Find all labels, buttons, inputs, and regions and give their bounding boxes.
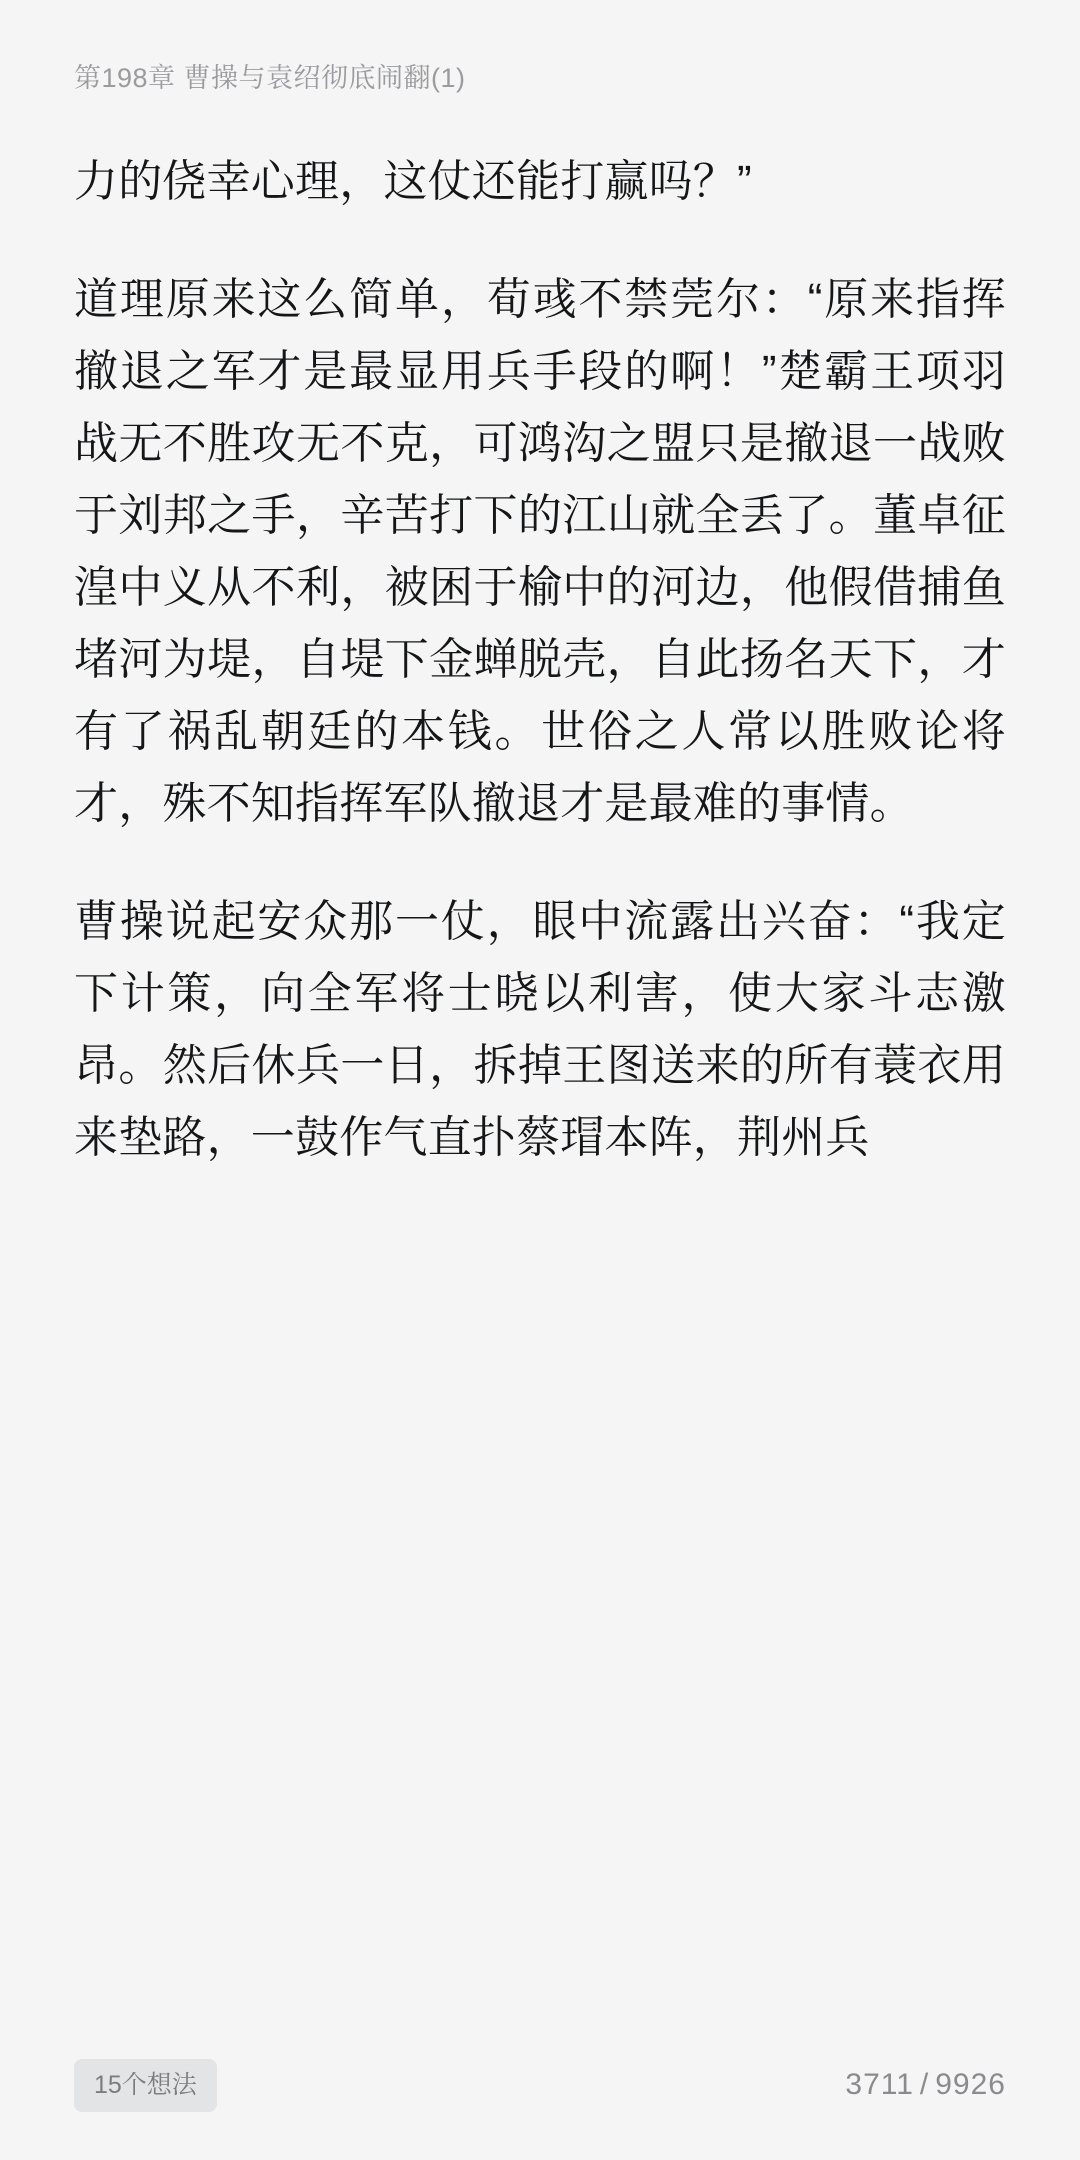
progress-current: 3711 bbox=[845, 2068, 914, 2101]
progress-total: 9926 bbox=[935, 2068, 1006, 2101]
reader-footer bbox=[0, 2010, 1080, 2160]
progress-separator: / bbox=[919, 2068, 930, 2101]
paragraph: 力的侥幸心理，这仗还能打赢吗？” bbox=[74, 157, 752, 207]
chapter-title: 第198章 曹操与袁绍彻底闹翻(1) bbox=[74, 63, 466, 93]
reader-content[interactable] bbox=[0, 94, 1080, 2160]
reading-progress bbox=[845, 2068, 1006, 2102]
paragraph: 曹操说起安众那一仗，眼中流露出兴奋：“我定下计策，向全军将士晓以利害，使大家斗志激昂。然后休兵一日，拆掉王图送来的所有蓑衣用来垫路，一鼓作气直扑蔡瑁本阵，荆州兵 bbox=[74, 897, 1006, 1163]
thoughts-count-badge[interactable]: 15个想法 bbox=[74, 2059, 217, 2112]
paragraph: 道理原来这么简单，荀彧不禁莞尔：“原来指挥撤退之军才是最显用兵手段的啊！”楚霸王项羽战无不胜攻无不克，可鸿沟之盟只是撤退一战败于刘邦之手，辛苦打下的江山就全丢了。董卓征湟中义从不利，被困于榆中的河边，他假借捕鱼堵河为堤，自堤下金蝉脱壳，自此扬名天下，才有了祸乱朝廷的本钱。世俗之人常以胜败论将才，殊不知指挥军队撤退才是最难的事情。 bbox=[74, 275, 1006, 829]
reader-header bbox=[0, 0, 1080, 94]
